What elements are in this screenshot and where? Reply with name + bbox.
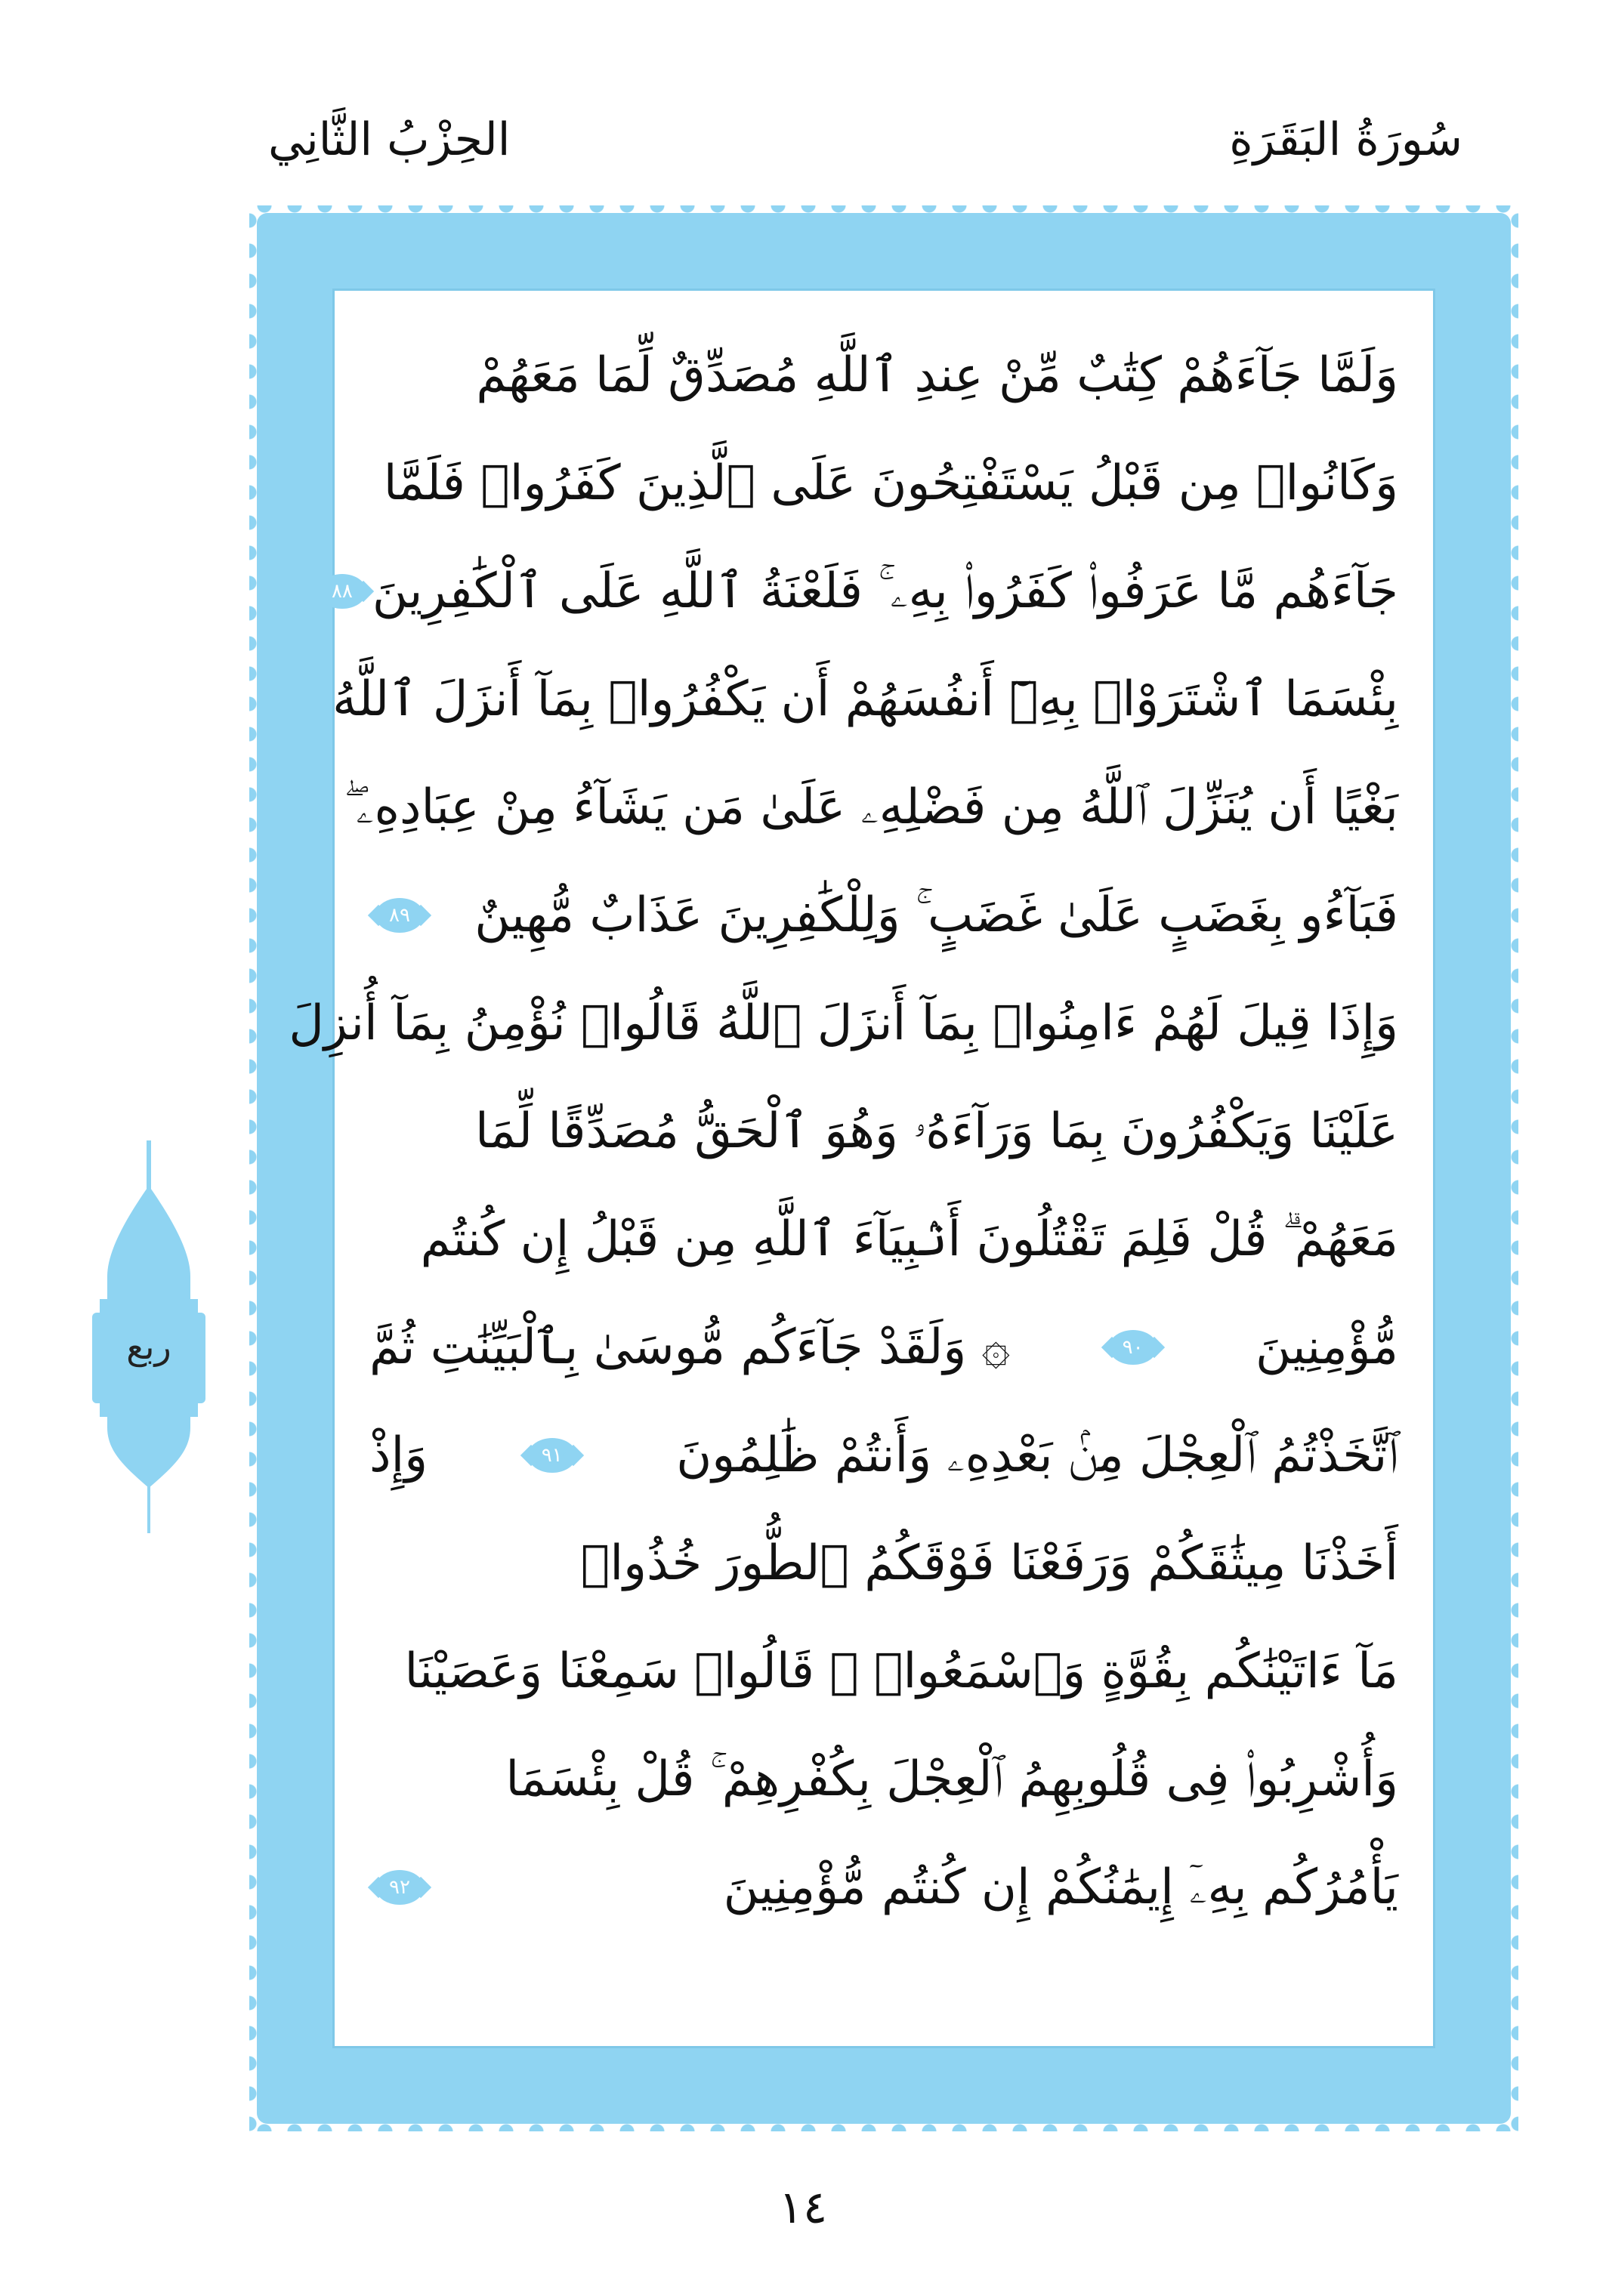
verse-number: ٨٩ [389,903,410,927]
verse-line [369,1185,1398,1293]
verse-text: بَغْيًا أَن يُنَزِّلَ ٱللَّهُ مِن فَضْلِهِۦ عَلَىٰ مَن يَشَآءُ مِنْ عِبَادِهِۦ ۖ [344,779,1398,835]
verse-text: مُّؤْمِنِينَ [1255,1319,1398,1375]
verse-line [369,429,1398,537]
verse-line [369,1617,1398,1725]
verse-line [369,1293,1398,1401]
page-frame [257,213,1511,2124]
rub-label: ربع [126,1326,171,1367]
quran-text-panel [289,289,1435,2048]
verse-number-marker [375,1870,424,1905]
verse-number: ٨٨ [331,579,353,603]
verse-text: وَلَمَّا جَآءَهُمْ كِتَٰبٌ مِّنْ عِندِ ٱللَّهِ مُصَدِّقٌ لِّمَا مَعَهُمْ [476,347,1398,403]
verse-number: ٩١ [541,1443,563,1467]
verse-text: مَعَهُمْ ۗ قُلْ فَلِمَ تَقْتُلُونَ أَنۢبِيَآءَ ٱللَّهِ مِن قَبْلُ إِن كُنتُم [420,1211,1398,1267]
verse-number: ٩٢ [389,1875,410,1899]
verse-number-marker [318,574,366,609]
verse-line [369,1077,1398,1185]
verse-line [369,1401,1398,1509]
verse-number-marker [375,898,424,933]
verse-line [369,861,1398,969]
verse-line [289,969,1398,1077]
verse-text: وَأُشْرِبُوا۟ فِى قُلُوبِهِمُ ٱلْعِجْلَ بِكُفْرِهِمْ ۚ قُلْ بِئْسَمَا [505,1751,1398,1807]
surah-title: سُورَةُ البَقَرَةِ [1229,113,1462,166]
verse-text: عَلَيْنَا وَيَكْفُرُونَ بِمَا وَرَآءَهُۥ وَهُوَ ٱلْحَقُّ مُصَدِّقًا لِّمَا [475,1103,1398,1159]
verse-text: ٱتَّخَذْتُمُ ٱلْعِجْلَ مِنۢ بَعْدِهِۦ وَأَنتُمْ ظَٰلِمُونَ [676,1427,1398,1483]
verse-text: مَآ ءَاتَيْنَٰكُم بِقُوَّةٍ وَٱسْمَعُوا۟ ۖ قَالُوا۟ سَمِعْنَا وَعَصَيْنَا [404,1643,1398,1699]
verse-text: أَخَذْنَا مِيثَٰقَكُمْ وَرَفَعْنَا فَوْقَكُمُ ٱلطُّورَ خُذُوا۟ [580,1535,1398,1591]
verse-text: وَإِذْ [369,1427,428,1483]
verse-text: وَإِذَا قِيلَ لَهُمْ ءَامِنُوا۟ بِمَآ أَنزَلَ ٱللَّهُ قَالُوا۟ نُؤْمِنُ بِمَآ أُنزِلَ [289,995,1398,1051]
verse-line [369,1509,1398,1617]
verse-number-marker [528,1438,576,1473]
verse-line [344,753,1398,861]
verse-text: بِئْسَمَا ٱشْتَرَوْا۟ بِهِۦٓ أَنفُسَهُمْ أَن يَكْفُرُوا۟ بِمَآ أَنزَلَ ٱللَّهُ [332,671,1398,727]
verse-number: ٩٠ [1122,1335,1144,1359]
verse-text: فَبَآءُو بِغَضَبٍ عَلَىٰ غَضَبٍ ۚ وَلِلْكَٰفِرِينَ عَذَابٌ مُّهِينٌ [474,887,1398,943]
verse-line [332,645,1398,753]
verse-text: ۞ وَلَقَدْ جَآءَكُم مُّوسَىٰ بِٱلْبَيِّنَٰتِ ثُمَّ [369,1319,1011,1375]
verse-line [331,537,1398,645]
verse-number-marker [1109,1330,1157,1365]
verse-text: وَكَانُوا۟ مِن قَبْلُ يَسْتَفْتِحُونَ عَلَى ٱلَّذِينَ كَفَرُوا۟ فَلَمَّا [383,455,1398,511]
verse-line [369,1833,1398,1941]
hizb-title: الحِزْبُ الثَّانِي [268,113,511,166]
verse-line [369,1725,1398,1833]
verse-line [369,321,1398,429]
verse-text: يَأْمُرُكُم بِهِۦٓ إِيمَٰنُكُمْ إِن كُنتُم مُّؤْمِنِينَ [723,1859,1398,1915]
page-number: ١٤ [778,2181,828,2234]
verse-text: جَآءَهُم مَّا عَرَفُوا۟ كَفَرُوا۟ بِهِۦ ۚ فَلَعْنَةُ ٱللَّهِ عَلَى ٱلْكَٰفِرِينَ [372,563,1398,619]
